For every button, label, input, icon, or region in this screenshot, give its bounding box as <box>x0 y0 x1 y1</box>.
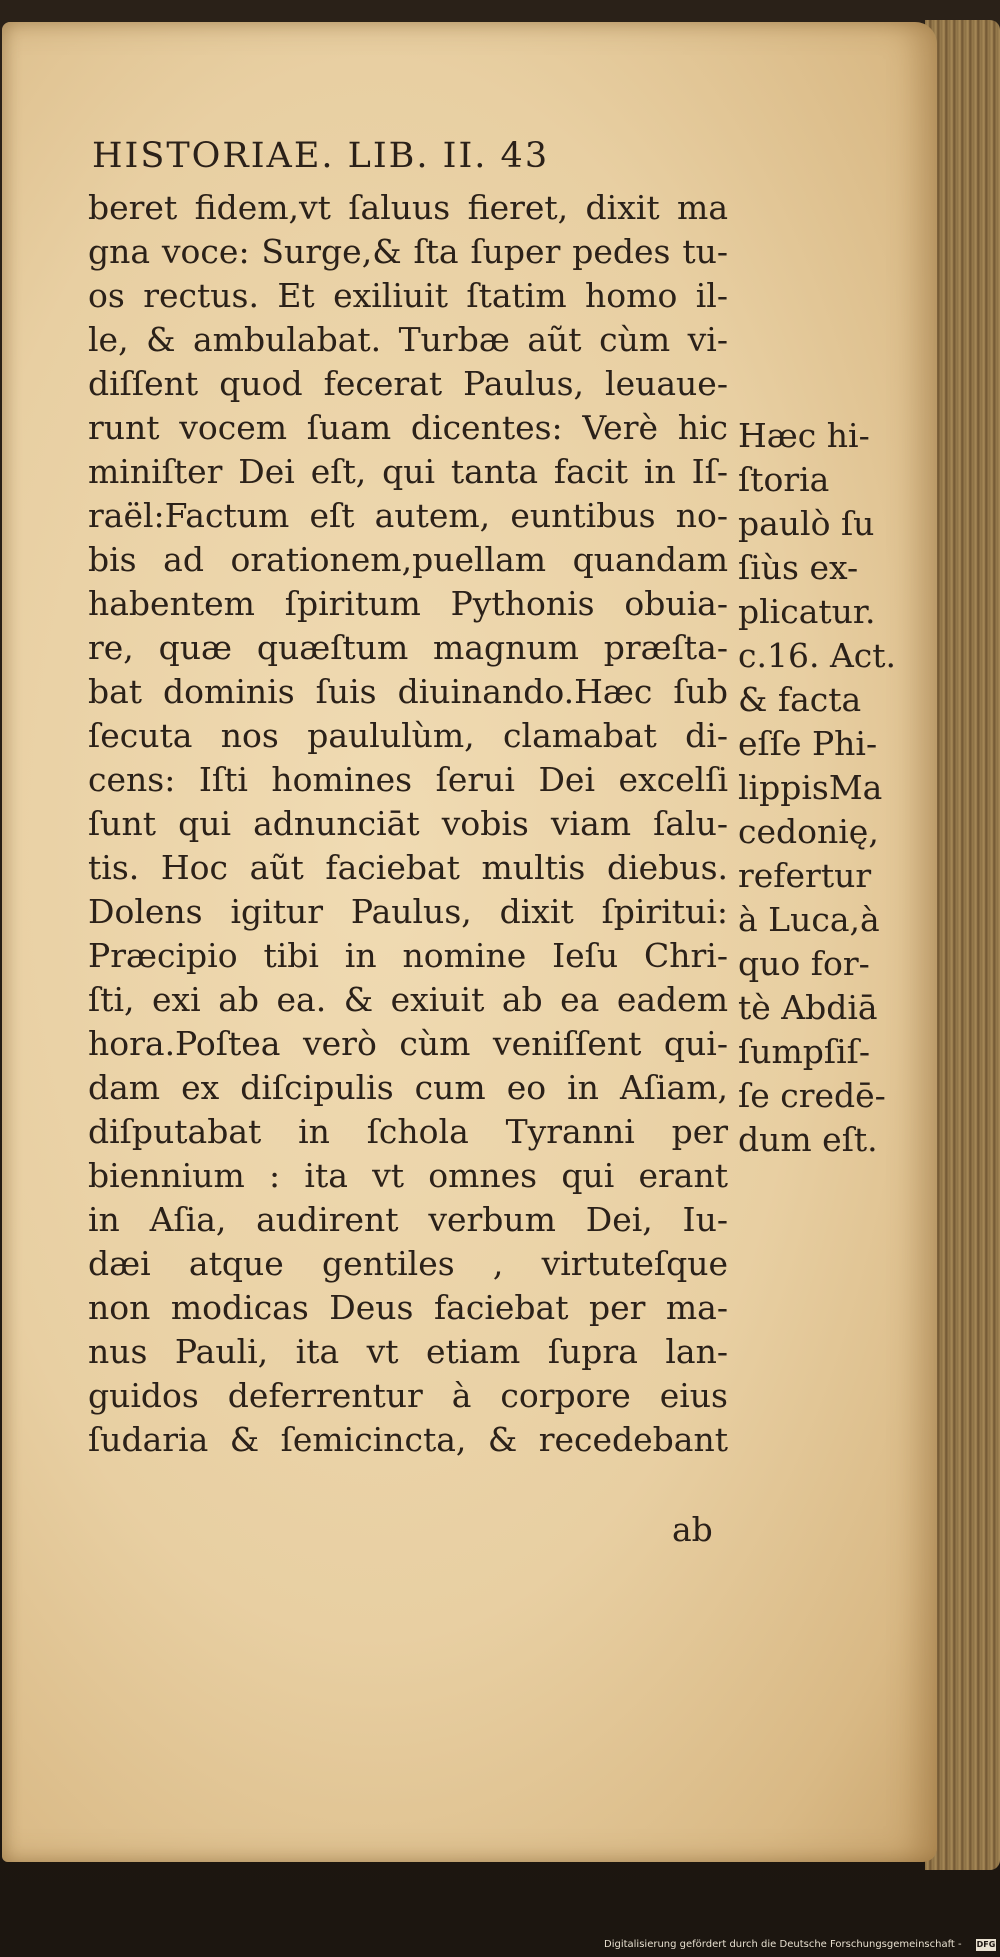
body-line: dam ex diſcipulis cum eo in Aſiam, <box>88 1068 728 1107</box>
body-line: le, & ambulabat. Turbæ aũt cùm vi- <box>88 320 728 359</box>
body-text <box>88 186 728 1462</box>
body-line: bat dominis ſuis diuinando.Hæc ſub <box>88 672 728 711</box>
body-line: tis. Hoc aũt faciebat multis diebus. <box>88 848 728 887</box>
marginal-note-line: eſſe Phi- <box>738 724 878 763</box>
body-line: Præcipio tibi in nomine Ieſu Chri- <box>88 936 728 975</box>
marginal-note-line: cedonię, <box>738 812 879 851</box>
digitization-credit: Digitalisierung gefördert durch die Deutsche Forschungsgemeinschaft - <box>604 1939 962 1950</box>
body-line: miniſter Dei eſt, qui tanta facit in Iſ- <box>88 452 728 491</box>
marginal-note-line: dum eſt. <box>738 1120 878 1159</box>
body-line: raël:Factum eſt autem, euntibus no- <box>88 496 728 535</box>
body-line: bis ad orationem,puellam quandam <box>88 540 728 579</box>
marginal-note-line: à Luca,à <box>738 900 880 939</box>
body-line: habentem ſpiritum Pythonis obuia- <box>88 584 728 623</box>
marginal-note-line: ſiùs ex- <box>738 548 859 587</box>
marginal-note-line: lippisMa <box>738 768 883 807</box>
body-line: ſti, exi ab ea. & exiuit ab ea eadem <box>88 980 728 1019</box>
marginal-note-line: paulò ſu <box>738 504 875 543</box>
body-line: cens: Iſti homines ſerui Dei excelſi <box>88 760 728 799</box>
marginal-note-line: ſumpſiſ- <box>738 1032 871 1071</box>
body-line: diſſent quod fecerat Paulus, leuaue- <box>88 364 728 403</box>
marginal-note-line: tè Abdiā <box>738 988 878 1027</box>
body-line: Dolens igitur Paulus, dixit ſpiritui: <box>88 892 728 931</box>
marginal-note-line: ſtoria <box>738 460 830 499</box>
body-line: ſecuta nos paululùm, clamabat di- <box>88 716 728 755</box>
body-line: beret fidem,vt ſaluus fieret, dixit ma <box>88 188 728 227</box>
marginal-note-line: c.16. Act. <box>738 636 897 675</box>
body-line: hora.Poſtea verò cùm veniſſent qui- <box>88 1024 728 1063</box>
body-line: in Aſia, audirent verbum Dei, Iu- <box>88 1200 728 1239</box>
body-line: guidos deferrentur à corpore eius <box>88 1376 728 1415</box>
body-line: ſunt qui adnunciāt vobis viam ſalu- <box>88 804 728 843</box>
body-line: diſputabat in ſchola Tyranni per <box>88 1112 728 1151</box>
marginal-note-line: refertur <box>738 856 872 895</box>
body-line: runt vocem ſuam dicentes: Verè hic <box>88 408 728 447</box>
catchword: ab <box>672 1510 713 1549</box>
body-line: dæi atque gentiles , virtuteſque <box>88 1244 728 1283</box>
marginal-note-line: plicatur. <box>738 592 876 631</box>
marginal-note-line: & facta <box>738 680 862 719</box>
body-line: biennium : ita vt omnes qui erant <box>88 1156 728 1195</box>
body-line: os rectus. Et exiliuit ſtatim homo il- <box>88 276 728 315</box>
body-line: gna voce: Surge,& ſta ſuper pedes tu- <box>88 232 728 271</box>
body-line: non modicas Deus faciebat per ma- <box>88 1288 728 1327</box>
marginal-note <box>738 414 908 1162</box>
dfg-logo: DFG <box>976 1940 996 1949</box>
body-line: nus Pauli, ita vt etiam ſupra lan- <box>88 1332 728 1371</box>
marginal-note-line: quo for- <box>738 944 870 983</box>
marginal-note-line: Hæc hi- <box>738 416 870 455</box>
body-line: re, quæ quæſtum magnum præſta- <box>88 628 728 667</box>
marginal-note-line: ſe credē- <box>738 1076 886 1115</box>
running-head: HISTORIAE. LIB. II. 43 <box>92 136 550 176</box>
body-line: ſudaria & ſemicincta, & recedebant <box>88 1420 728 1459</box>
